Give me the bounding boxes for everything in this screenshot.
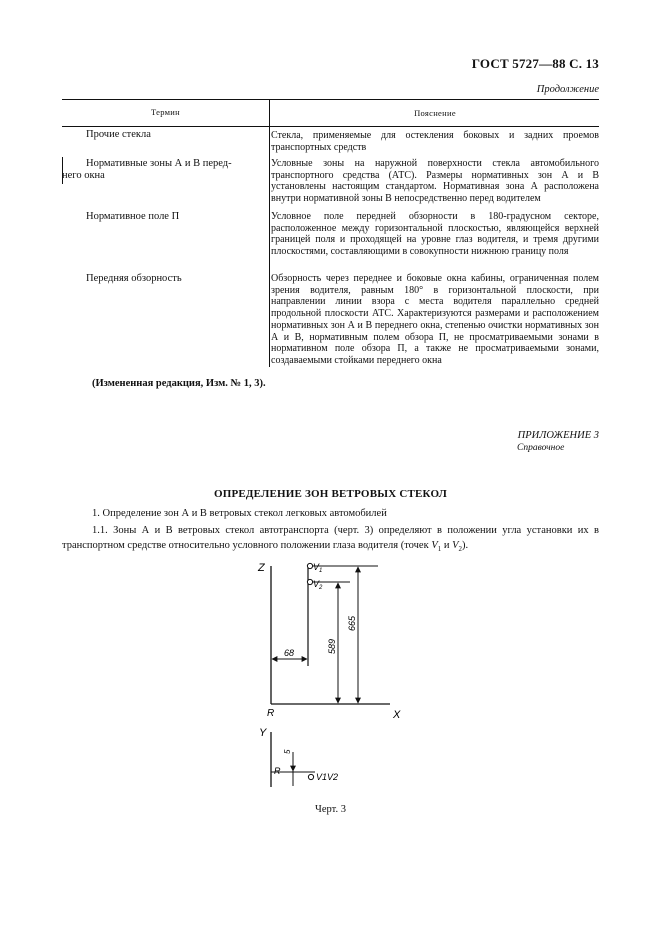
v2-symbol: V <box>452 540 459 551</box>
table-header <box>62 99 599 127</box>
explanation-text: Условное поле передней обзорности в 180-градусном секторе, расположенное между горизонтальной плоскостью, являющейся верхней границей поля и проходящей на уровне глаз водителя, и тремя другими плоскостями, составляющими в совокупности нижнюю границу поля <box>271 211 599 258</box>
figure-caption: Черт. 3 <box>315 804 346 815</box>
column-header-explanation: Пояснение <box>269 100 600 126</box>
continuation-label: Продолжение <box>536 84 599 95</box>
dim-589-label: 589 <box>327 638 337 654</box>
v1-subscript: 1 <box>437 545 442 554</box>
v2-point <box>307 579 312 584</box>
table-row-explanation <box>271 211 599 258</box>
v1v2-point <box>308 774 313 779</box>
axis-x-label: X <box>393 709 401 721</box>
v1-symbol: V <box>431 540 438 551</box>
term-line: него окна <box>62 170 105 181</box>
explanation-text: Условные зоны на наружной поверхности стекла автомобильного транспортного средства (АТС). Размеры нормативных зон А и В установлены настоящим стандартом. Нормативная зона А расположена внутри нормативной зоны В непосредственно перед водителем <box>271 158 599 205</box>
paragraph-1-1 <box>62 523 599 557</box>
dim-5-label: 5 <box>283 749 292 754</box>
page-header: ГОСТ 5727—88 С. 13 <box>471 56 599 71</box>
appendix-label: ПРИЛОЖЕНИЕ 3 <box>517 430 599 441</box>
p2-end: ). <box>462 540 469 551</box>
v1v2-label: V1V2 <box>316 772 339 782</box>
column-header-term: Термин <box>150 107 181 117</box>
term-line: Нормативные зоны А и В перед- <box>86 158 232 169</box>
axis-y-label: Y <box>259 727 267 739</box>
terms-table <box>62 99 599 127</box>
origin-label: R <box>267 708 275 719</box>
v2-label: $V_2$ <box>313 579 323 591</box>
dim-665-label: 665 <box>347 615 357 631</box>
table-column-divider <box>269 125 270 367</box>
p2-and: и <box>441 540 453 551</box>
dim-68-label: 68 <box>284 648 295 658</box>
zone-drawing-top <box>250 556 410 726</box>
table-row-explanation <box>271 273 599 367</box>
explanation-text: Стекла, применяемые для остекления боковых и задних проемов транспортных средств <box>271 130 599 153</box>
table-row-explanation <box>271 158 599 205</box>
zone-drawing-bottom <box>255 724 375 794</box>
v1-point <box>307 563 312 568</box>
bottom-origin-label: R <box>274 766 281 776</box>
table-row-explanation <box>271 130 599 153</box>
table-row-term <box>62 273 262 285</box>
revision-note: (Измененная редакция, Изм. № 1, 3). <box>92 378 266 389</box>
table-row-term <box>62 158 262 182</box>
term-line: Прочие стекла <box>86 129 151 140</box>
v2-subscript: 2 <box>458 545 463 554</box>
explanation-text: Обзорность через переднее и боковые окна кабины, ограниченная полем зрения водителя, равным 180° в горизонтальной плоскости, при направлении линии взора с места водителя параллельно средней продольной плоскости АТС. Характеризуются размерами и расположением нормативных зон А и В переднего окна, степенью очистки нормативных зон А и В, нормативным полем обзора П, не просматриваемыми зонами в нормативном поле обзора П, а также не просматриваемыми зонами, создаваемыми стойками переднего окна <box>271 273 599 366</box>
paragraph-1: 1. Определение зон А и В ветровых стекол легковых автомобилей <box>92 508 387 519</box>
p2-text: 1.1. Зоны А и В ветровых стекол автотранспорта (черт. 3) определяют в положении угла установки их в транспортном средстве относительно условного положении глаза водителя (точек <box>62 525 599 551</box>
table-row-term <box>62 211 262 223</box>
table-row-term <box>62 129 262 141</box>
term-line: Передняя обзорность <box>86 273 182 284</box>
term-line: Нормативное поле П <box>86 211 180 222</box>
v1-label: $V_1$ <box>313 562 323 574</box>
section-title: ОПРЕДЕЛЕНИЕ ЗОН ВЕТРОВЫХ СТЕКОЛ <box>213 488 448 500</box>
appendix-type: Справочное <box>517 443 565 453</box>
axis-z-label: Z <box>258 562 265 574</box>
